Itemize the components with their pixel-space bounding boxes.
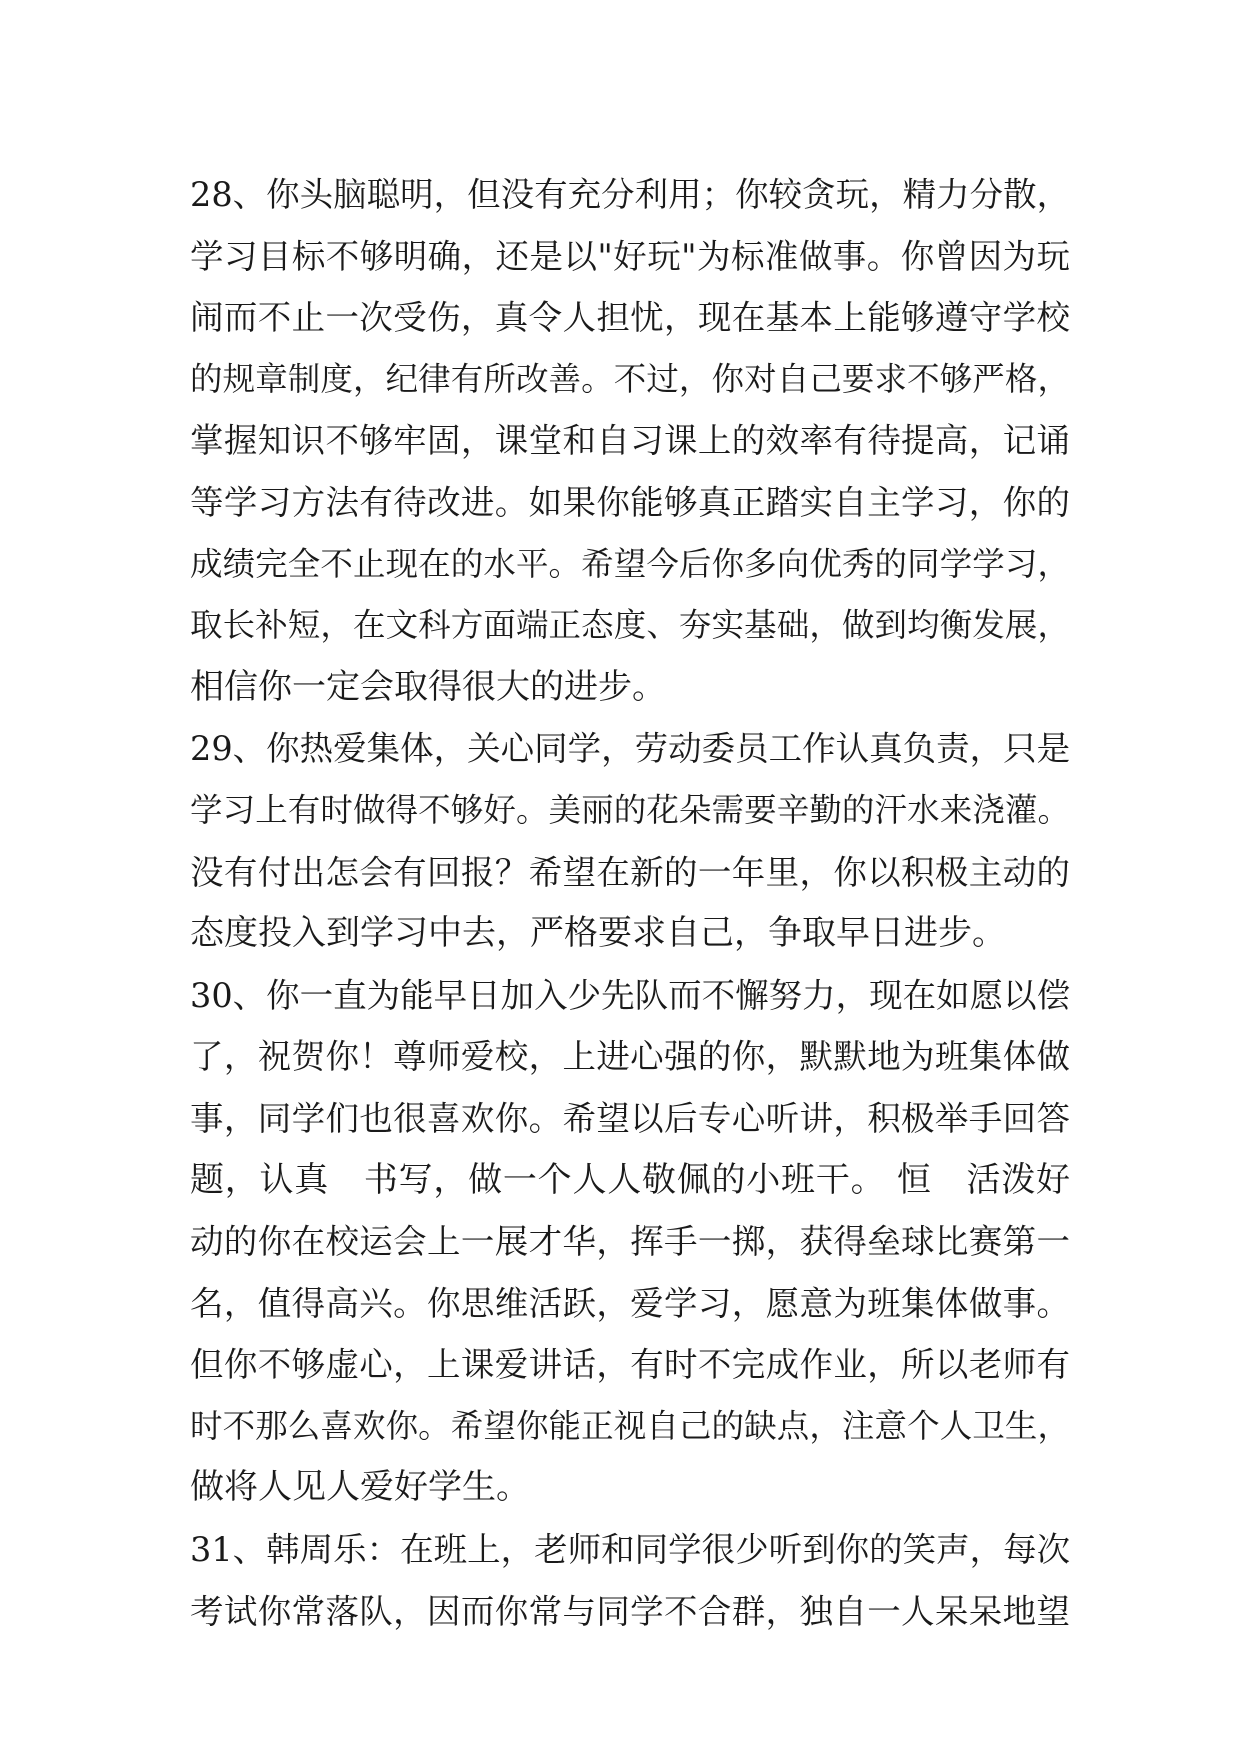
text-line: 考试你常落队，因而你常与同学不合群，独自一人呆呆地望	[190, 1591, 1070, 1631]
text-line: 31、韩周乐：在班上，老师和同学很少听到你的笑声，每次	[190, 1530, 1071, 1570]
text-line: 但你不够虚心，上课爱讲话，有时不完成作业，所以老师有	[190, 1345, 1070, 1385]
comments-text-block	[190, 164, 1070, 1642]
text-line: 时不那么喜欢你。希望你能正视自己的缺点，注意个人卫生，	[190, 1406, 1070, 1445]
text-line: 事，同学们也很喜欢你。希望以后专心听讲，积极举手回答	[190, 1098, 1070, 1138]
text-line: 没有付出怎会有回报？希望在新的一年里，你以积极主动的	[190, 852, 1070, 892]
text-line: 做将人见人爱好学生。	[190, 1467, 530, 1508]
text-line: 学习上有时做得不够好。美丽的花朵需要辛勤的汗水来浇灌。	[190, 790, 1070, 829]
text-line: 态度投入到学习中去，严格要求自己，争取早日进步。	[190, 913, 1006, 954]
text-line: 的规章制度，纪律有所改善。不过，你对自己要求不够严格，	[190, 359, 1070, 398]
text-line: 动的你在校运会上一展才华，挥手一掷，获得垒球比赛第一	[190, 1222, 1070, 1262]
text-line: 等学习方法有待改进。如果你能够真正踏实自主学习，你的	[190, 482, 1070, 522]
text-line: 29、你热爱集体，关心同学，劳动委员工作认真负责，只是	[190, 729, 1071, 769]
text-line: 30、你一直为能早日加入少先队而不懈努力，现在如愿以偿	[190, 975, 1071, 1015]
text-line: 题，认真 书写，做一个人人敬佩的小班干。 恒 活泼好	[190, 1159, 1070, 1200]
text-line: 名，值得高兴。你思维活跃，爱学习，愿意为班集体做事。	[190, 1283, 1070, 1323]
text-line: 了，祝贺你！尊师爱校，上进心强的你，默默地为班集体做	[190, 1037, 1070, 1077]
text-line: 闹而不止一次受伤，真令人担忧，现在基本上能够遵守学校	[190, 298, 1070, 338]
text-line: 成绩完全不止现在的水平。希望今后你多向优秀的同学学习，	[190, 544, 1070, 583]
text-line: 掌握知识不够牢固，课堂和自习课上的效率有待提高，记诵	[190, 421, 1070, 461]
text-line: 相信你一定会取得很大的进步。	[190, 666, 666, 707]
text-line: 取长补短，在文科方面端正态度、夯实基础，做到均衡发展，	[190, 606, 1070, 645]
text-line: 28、你头脑聪明，但没有充分利用；你较贪玩，精力分散，	[190, 175, 1071, 214]
text-line: 学习目标不够明确，还是以"好玩"为标准做事。你曾因为玩	[190, 236, 1070, 276]
